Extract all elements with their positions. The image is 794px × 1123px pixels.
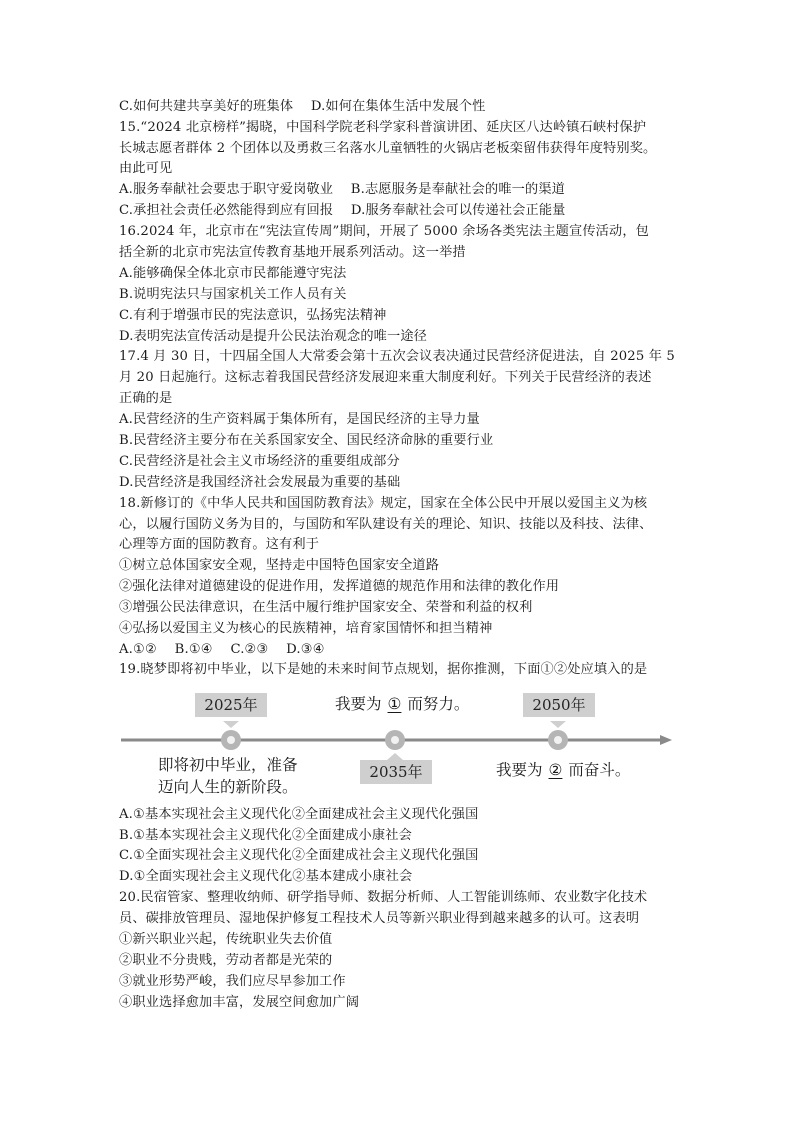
text-line: ④职业选择愈加丰富，发展空间愈加广阔 [119, 995, 360, 1010]
year-label-2025: 2025年 [195, 693, 267, 717]
text-line: 括全新的北京市宪法宣传教育基地开展系列活动。这一举措 [119, 245, 466, 260]
text-line: 正确的是 [119, 391, 173, 406]
year-label-2035: 2035年 [360, 760, 432, 784]
timeline-node-2035 [385, 730, 405, 750]
text-line: ③就业形势严峻，我们应尽早参加工作 [119, 974, 346, 989]
text-line: 17.4 月 30 日，十四届全国人大常委会第十五次会议表决通过民营经济促进法，自 2025 年 5 [119, 349, 675, 364]
text-line: C.民营经济是社会主义市场经济的重要组成部分 [119, 454, 400, 469]
text-line: A.①基本实现社会主义现代化②全面建成社会主义现代化强国 [119, 807, 479, 822]
text-line: 由此可见 [119, 161, 173, 176]
text-line: B.民营经济主要分布在关系国家安全、国民经济命脉的重要行业 [119, 433, 494, 448]
text-line: 心，以履行国防义务为目的，与国防和军队建设有关的理论、知识、技能以及科技、法律、 [119, 517, 653, 532]
text-line: ④弘扬以爱国主义为核心的民族精神，培育家国情怀和担当精神 [119, 621, 493, 636]
goal-2050 [496, 759, 630, 782]
text-line: 员、碳排放管理员、湿地保护修复工程技术人员等新兴职业得到越来越多的认可。这表明 [119, 911, 640, 926]
text-line: C.①全面实现社会主义现代化②全面建成社会主义现代化强国 [119, 848, 479, 863]
text-line: C.承担社会责任必然能得到应有回报 D.服务奉献社会可以传递社会正能量 [119, 203, 566, 218]
text-line: D.民营经济是我国经济社会发展最为重要的基础 [119, 475, 401, 490]
text-line: B.①基本实现社会主义现代化②全面建成小康社会 [119, 828, 412, 843]
goal-prefix: 我要为 [335, 695, 382, 713]
text-line: ②强化法律对道德建设的促进作用，发挥道德的规范作用和法律的教化作用 [119, 579, 560, 594]
text-line: ①新兴职业兴起，传统职业失去价值 [119, 932, 333, 947]
text-2025-line1: 即将初中毕业，准备 [158, 756, 298, 774]
text-line: A.服务奉献社会要忠于职守爱岗敬业 B.志愿服务是奉献社会的唯一的渠道 [119, 182, 565, 197]
text-line: 15.“2024 北京榜样”揭晓，中国科学院老科学家科普演讲团、延庆区八达岭镇石峡村保护 [119, 120, 647, 135]
text-line: ①树立总体国家安全观，坚持走中国特色国家安全道路 [119, 558, 440, 573]
blank-1: ① [387, 695, 402, 713]
text-line: 19.晓梦即将初中毕业，以下是她的未来时间节点规划，据你推测，下面①②处应填入的是 [119, 662, 648, 677]
text-line: 18.新修订的《中华人民共和国国防教育法》规定，国家在全体公民中开展以爱国主义为核 [119, 496, 648, 511]
text-line: D.①全面实现社会主义现代化②基本建成小康社会 [119, 869, 413, 884]
text-line: A.能够确保全体北京市民都能遵守宪法 [119, 266, 347, 281]
text-line: 20.民宿管家、整理收纳师、研学指导师、数据分析师、人工智能训练师、农业数字化技术 [119, 890, 648, 905]
text-line: 16.2024 年，北京市在“宪法宣传周”期间，开展了 5000 余场各类宪法主题宣传活动，包 [119, 224, 650, 239]
text-line: 长城志愿者群体 2 个团体以及勇救三名落水儿童牺牲的火锅店老板栾留伟获得年度特别奖。 [119, 141, 657, 156]
text-line: ③增强公民法律意识，在生活中履行维护国家安全、荣誉和利益的权利 [119, 600, 533, 615]
text-line: A.①② B.①④ C.②③ D.③④ [119, 642, 325, 657]
timeline-node-2025 [221, 730, 241, 750]
text-2025-line2: 迈向人生的新阶段。 [158, 778, 298, 796]
text-line: A.民营经济的生产资料属于集体所有，是国民经济的主导力量 [119, 412, 480, 427]
goal-suffix: 而努力。 [407, 695, 470, 713]
goal-prefix: 我要为 [496, 761, 543, 779]
text-line: 心理等方面的国防教育。这有利于 [119, 537, 320, 552]
text-line: D.表明宪法宣传活动是提升公民法治观念的唯一途径 [119, 329, 428, 344]
goal-suffix: 而奋斗。 [568, 761, 631, 779]
goal-2035 [335, 693, 469, 716]
text-line: C.如何共建共享美好的班集体 D.如何在集体生活中发展个性 [119, 99, 486, 114]
text-line: C.有利于增强市民的宪法意识，弘扬宪法精神 [119, 308, 387, 323]
text-line: 月 20 日起施行。这标志着我国民营经济发展迎来重大制度利好。下列关于民营经济的表述 [119, 370, 652, 385]
text-line: B.说明宪法只与国家机关工作人员有关 [119, 287, 347, 302]
timeline-node-2050 [548, 730, 568, 750]
blank-2: ② [548, 761, 563, 779]
text-line: ②职业不分贵贱，劳动者都是光荣的 [119, 953, 333, 968]
year-label-2050: 2050年 [523, 693, 595, 717]
